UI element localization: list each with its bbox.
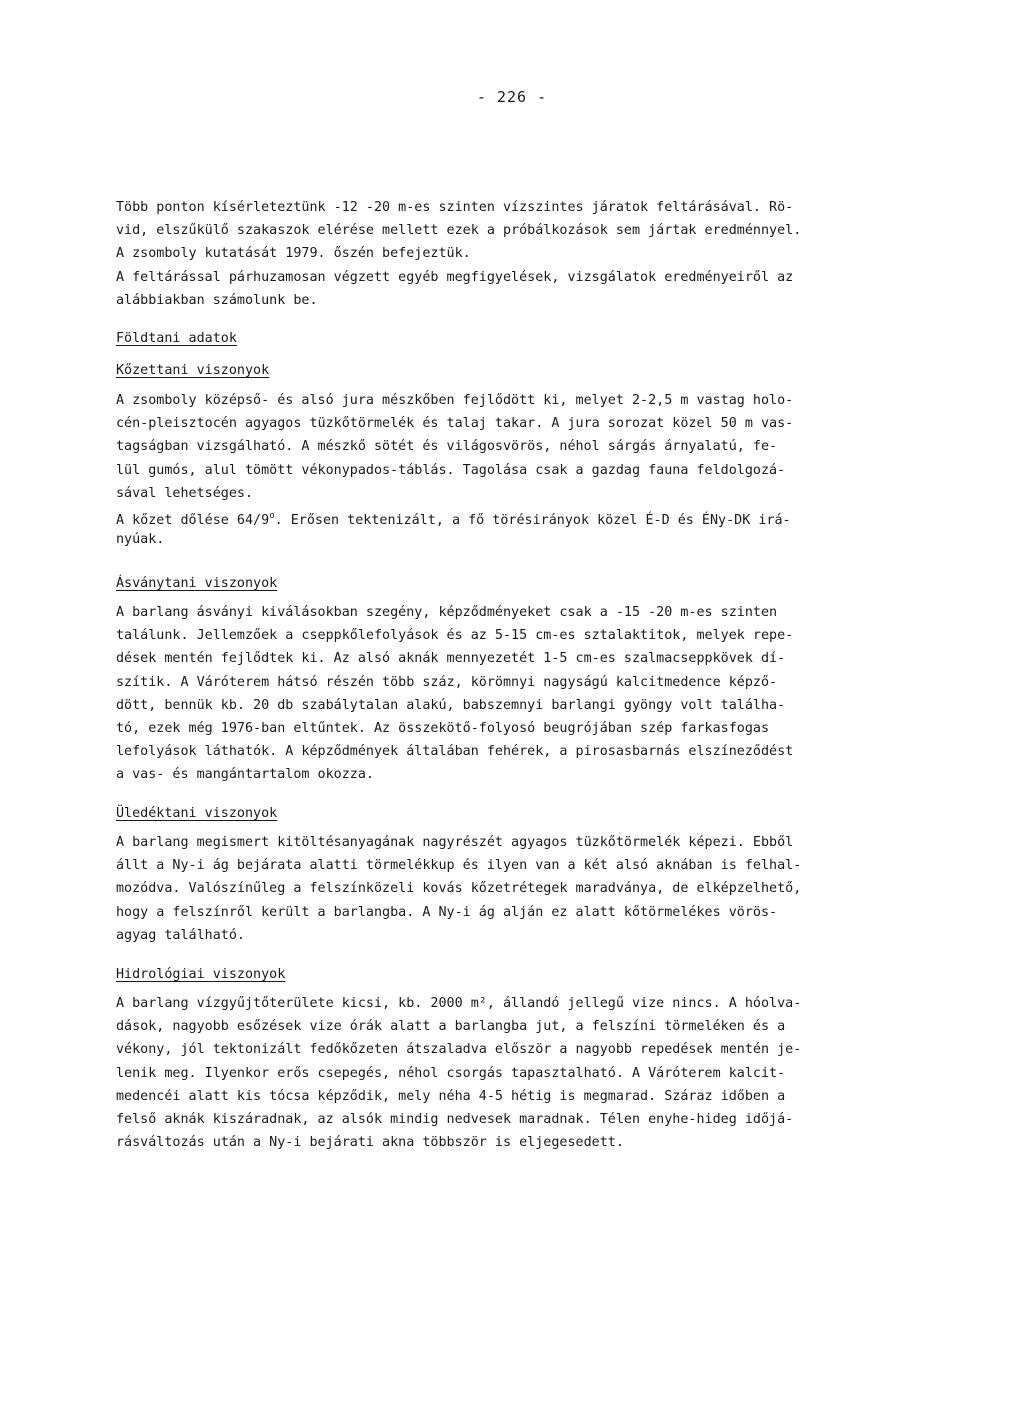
dip-prefix: A kőzet dőlése 64/9 [116, 512, 270, 528]
hidrologiai-line: felső aknák kiszáradnak, az alsók mindig nedvesek maradnak. Télen enyhe-hideg időjá- [116, 1111, 794, 1127]
uledektani-line: agyag található. [116, 927, 245, 943]
kozettani-line: cén-pleisztocén agyagos tüzkőtörmelék és talaj takar. A jura sorozat közel 50 m vas- [116, 416, 794, 432]
hidrologiai-line: vékony, jól tektonizált fedőkőzeten átszaladva először a nagyobb repedések mentén je- [116, 1042, 802, 1058]
page-number: - 226 - [476, 88, 548, 106]
hidrologiai-line: medencéi alatt kis tócsa képződik, mely néha 4-5 hétig is megmarad. Száraz időben a [116, 1088, 786, 1104]
subsection-heading-hidrologiai: Hidrológiai viszonyok [116, 967, 286, 982]
asvanytani-line: találunk. Jellemzőek a cseppkőlefolyások és az 5-15 cm-es sztalaktitok, melyek repe- [116, 628, 794, 644]
uledektani-line: állt a Ny-i ág bejárata alatti törmelékkup és ilyen van a két alsó aknában is felhal- [116, 858, 802, 874]
kozettani-paragraph [116, 389, 896, 551]
uledektani-line: mozódva. Valószínűleg a felszínközeli kovás kőzetrétegek maradványa, de elképzelhető, [116, 881, 802, 897]
hidrologiai-line: A barlang vízgyűjtőterülete kicsi, kb. 2000 m², állandó jellegű vize nincs. A hóolva- [116, 996, 802, 1011]
kozettani-line: tagságban vizsgálható. A mészkő sötét és világosvörös, néhol sárgás árnyalatú, fe- [116, 439, 778, 455]
asvanytani-line: dések mentén fejlődtek ki. Az alsó aknák mennyezetét 1-5 cm-es szalmacseppkövek dí- [116, 651, 786, 667]
uledektani-paragraph [116, 831, 896, 947]
intro-line: alábbiakban számolunk be. [116, 292, 318, 308]
hidrologiai-line: lenik meg. Ilyenkor erős csepegés, néhol csorgás tapasztalható. A Váróterem kalcit- [116, 1065, 786, 1081]
section-heading-foldtani: Földtani adatok [116, 331, 237, 346]
intro-paragraph [116, 196, 896, 312]
intro-line: vid, elszűkülő szakaszok elérése mellett ezek a próbálkozások sem jártak eredménnyel. [116, 223, 802, 239]
kozettani-line: sával lehetséges. [116, 485, 254, 501]
intro-line: A zsomboly kutatását 1979. őszén befejeztük. [116, 246, 471, 262]
uledektani-line: A barlang megismert kitöltésanyagának nagyrészét agyagos tüzkőtörmelék képezi. Ebből [116, 835, 794, 850]
hidrologiai-paragraph [116, 992, 896, 1154]
intro-line: A feltárással párhuzamosan végzett egyéb megfigyelések, vizsgálatok eredményeiről az [116, 269, 794, 285]
intro-line: Több ponton kísérleteztünk -12 -20 m-es szinten vízszintes járatok feltárásával. Rö- [116, 200, 794, 215]
asvanytani-line: lefolyások láthatók. A képződmények általában fehérek, a pirosasbarnás elszíneződést [116, 744, 794, 760]
hidrologiai-line: rásváltozás után a Ny-i bejárati akna többször is eljegesedett. [116, 1135, 624, 1151]
asvanytani-line: szítik. A Váróterem hátsó részén több száz, körömnyi nagyságú kalcitmedence képző- [116, 674, 778, 690]
subsection-heading-uledektani: Üledéktani viszonyok [116, 806, 278, 821]
uledektani-line: hogy a felszínről került a barlangba. A Ny-i ág alján ez alatt kőtörmelékes vörös- [116, 904, 778, 920]
hidrologiai-line: dások, nagyobb esőzések vize órák alatt a barlangba jut, a felszíni törmeléken és a [116, 1019, 786, 1035]
kozettani-dip-line [116, 505, 896, 528]
degree-sign: o [269, 510, 275, 521]
asvanytani-line: tó, ezek még 1976-ban eltűntek. Az összekötő-folyosó beugrójában szép farkasfogas [116, 720, 770, 736]
kozettani-line: nyúak. [116, 532, 165, 548]
dip-suffix: . Erősen tektenizált, a fő törésirányok közel É-D és ÉNy-DK irá- [274, 512, 791, 528]
kozettani-line: lül gumós, alul tömött vékonypados-táblás. Tagolása csak a gazdag fauna feldolgozá- [116, 462, 786, 478]
kozettani-line: A zsomboly középső- és alsó jura mészkőben fejlődött ki, melyet 2-2,5 m vastag holo- [116, 393, 794, 408]
asvanytani-paragraph [116, 601, 896, 787]
asvanytani-line: a vas- és mangántartalom okozza. [116, 767, 374, 783]
subsection-heading-asvanytani: Ásványtani viszonyok [116, 576, 278, 591]
asvanytani-line: A barlang ásványi kiválásokban szegény, képződményeket csak a -15 -20 m-es szinten [116, 605, 778, 620]
asvanytani-line: dött, bennük kb. 20 db szabálytalan alakú, babszemnyi barlangi gyöngy volt találha- [116, 697, 786, 713]
subsection-heading-kozettani: Kőzettani viszonyok [116, 363, 270, 378]
